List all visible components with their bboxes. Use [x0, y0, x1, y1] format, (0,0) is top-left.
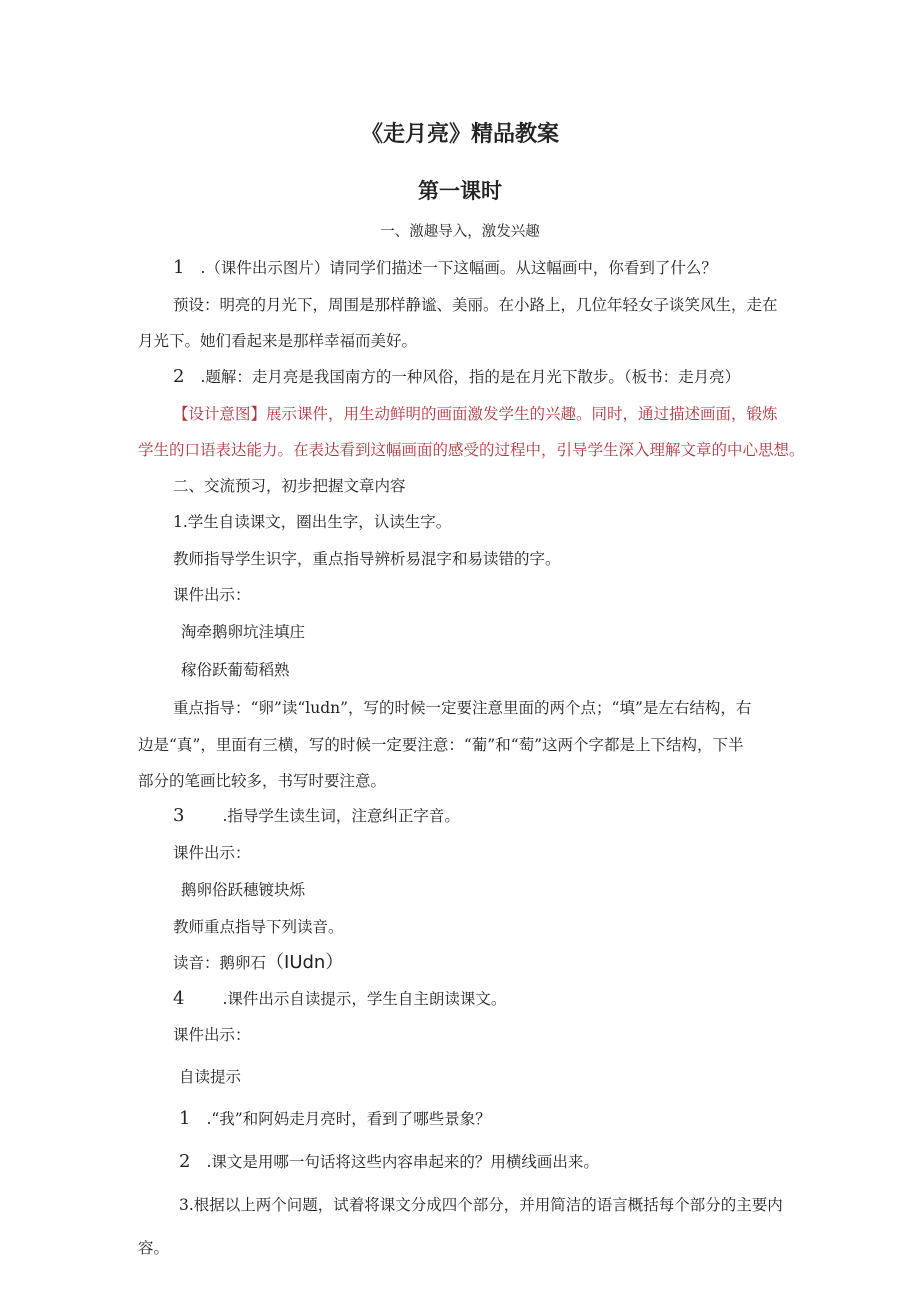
- item-4-text: .课件出示自读提示，学生自主朗读课文。: [222, 990, 507, 1008]
- lesson-heading: 第一课时: [418, 179, 502, 203]
- pronunciation-label: 读音：鹅卵石: [173, 954, 267, 972]
- tip-1-number: 1: [179, 1108, 191, 1129]
- section-2-heading: 二、交流预习，初步把握文章内容: [173, 477, 406, 495]
- item-4-number: 4: [173, 988, 185, 1009]
- section-1-heading: 一、激趣导入，激发兴趣: [380, 224, 540, 240]
- focus-line-2: 边是“真”，里面有三横，写的时候一定要注意：“葡”和“萄”这两个字都是上下结构，下半: [138, 736, 744, 754]
- chars-row-1: 淘牵鹅卵坑洼填庄: [181, 623, 306, 641]
- design-intent-line-2: 学生的口语表达能力。在表达看到这幅画面的感受的过程中，引导学生深入理解文章的中心思想。: [138, 441, 805, 459]
- s1-item-1-number: 1: [173, 257, 185, 278]
- courseware-label-2: 课件出示：: [173, 844, 251, 862]
- tip-2-text: .课文是用哪一句话将这些内容串起来的？用横线画出来。: [206, 1153, 599, 1171]
- tip-1: [179, 1109, 491, 1129]
- tip-3-line-2: 容。: [138, 1239, 170, 1257]
- tip-1-text: .“我”和阿妈走月亮时，看到了哪些景象？: [206, 1110, 491, 1128]
- design-intent-line-1: 【设计意图】展示课件，用生动鲜明的画面激发学生的兴趣。同时，通过描述画面，锻炼: [173, 405, 778, 423]
- s1-item-2-text: .题解：走月亮是我国南方的一种风俗，指的是在月光下散步。（板书：走月亮）: [200, 368, 741, 386]
- s2-item-1: 1.学生自读课文，圈出生字，认读生字。: [173, 513, 452, 531]
- focus-line-3: 部分的笔画比较多，书写时要注意。: [138, 772, 387, 790]
- preset-line-2: 月光下。她们看起来是那样幸福而美好。: [138, 332, 418, 350]
- courseware-label-1: 课件出示：: [173, 586, 251, 604]
- words-row: 鹅卵俗跃穗镀块烁: [181, 881, 306, 899]
- document-title: 《走月亮》精品教案: [360, 122, 559, 147]
- s1-item-2: [173, 367, 740, 387]
- preset-line-1: 预设：明亮的月光下，周围是那样静谧、美丽。在小路上，几位年轻女子谈笑风生，走在: [173, 296, 778, 314]
- self-reading-tips-title: 自读提示: [179, 1068, 242, 1086]
- tip-3-line-1: 3.根据以上两个问题，试着将课文分成四个部分，并用简洁的语言概括每个部分的主要内: [179, 1196, 783, 1214]
- courseware-label-3: 课件出示：: [173, 1026, 251, 1044]
- teacher-read-guidance: 教师重点指导下列读音。: [173, 918, 344, 936]
- item-4: [173, 989, 506, 1009]
- s2-teacher-guidance: 教师指导学生识字，重点指导辨析易混字和易读错的字。: [173, 550, 561, 568]
- item-3-text: .指导学生读生词，注意纠正字音。: [222, 807, 460, 825]
- chars-row-2: 稼俗跃葡萄稻熟: [181, 661, 290, 679]
- s1-item-1: [173, 258, 717, 278]
- tip-2-number: 2: [179, 1151, 191, 1172]
- tip-2: [179, 1152, 599, 1172]
- s1-item-2-number: 2: [173, 366, 185, 387]
- s1-item-1-text: .（课件出示图片）请同学们描述一下这幅画。从这幅画中，你看到了什么？: [200, 259, 717, 277]
- pronunciation-value: （IUdn）: [266, 952, 344, 973]
- pronunciation-line: [173, 953, 343, 973]
- focus-line-1: 重点指导：“卵”读“ludn”，写的时候一定要注意里面的两个点；“填”是左右结构，右: [173, 699, 752, 717]
- item-3-number: 3: [173, 805, 185, 826]
- item-3: [173, 806, 460, 826]
